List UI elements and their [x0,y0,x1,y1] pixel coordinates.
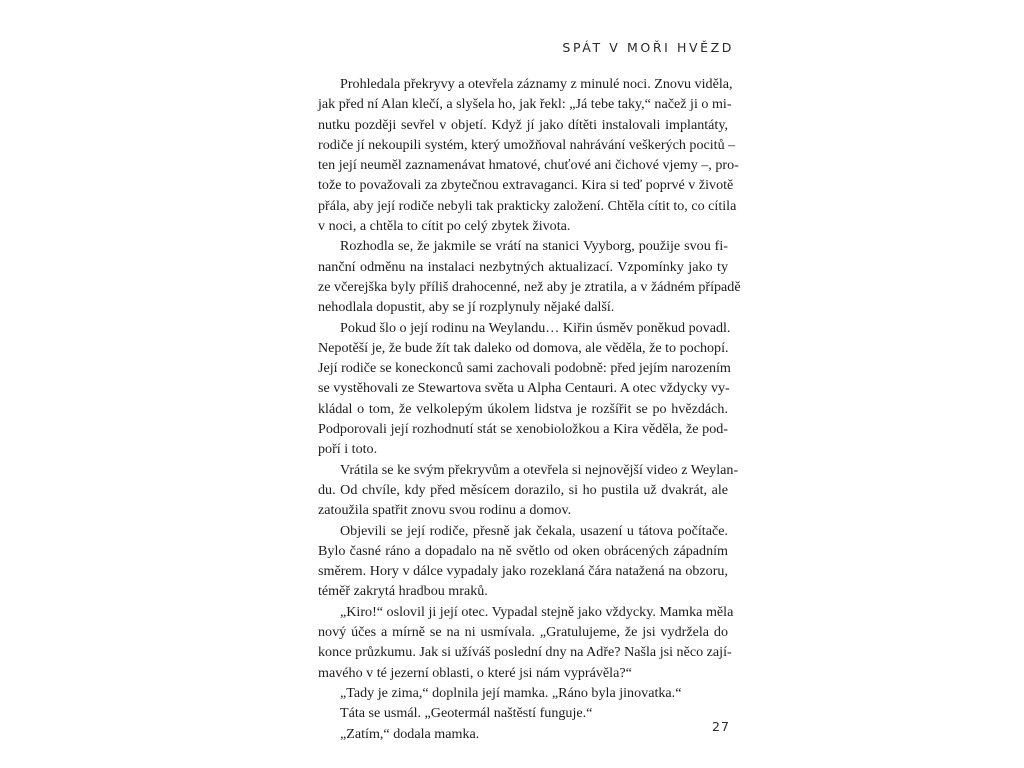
text-line: jak před ní Alan klečí, a slyšela ho, jak řekl: „Já tebe taky,“ načež ji o mi- [318,96,732,113]
text-line: „Tady je zima,“ doplnila její mamka. „Ráno byla jinovatka.“ [340,684,682,701]
text-line: Táta se usmál. „Geotermál naštěstí funguje.“ [340,705,593,722]
text-line: Vrátila se ke svým překryvům a otevřela si nejnovější video z Weylan- [340,461,739,478]
text-line: téměř zakrytá hradbou mraků. [318,583,488,600]
text-line: „Zatím,“ dodala mamka. [340,725,480,742]
text-line: ten její neuměl zaznamenávat hmatové, chuťové ani čichové vjemy –, pro- [318,157,739,174]
text-line: nový účes a mírně se na ni usmívala. „Gratulujeme, že jsi vydržela do [318,624,728,641]
text-line: konce průzkumu. Jak si užíváš poslední dny na Adře? Našla jsi něco zají- [318,644,732,661]
text-line: směrem. Hory v dálce vypadaly jako rozeklaná čára natažená na obzoru, [318,563,728,580]
text-line: poří i toto. [318,441,378,458]
text-line: rodiče jí nekoupili systém, který umožňoval nahrávání veškerých pocitů – [318,136,736,153]
running-header: SPÁT V MOŘI HVĚZD [562,40,734,55]
text-line: Prohledala překryvy a otevřela záznamy z minulé noci. Znovu viděla, [340,76,733,92]
text-line: Její rodiče se koneckonců sami zachovali podobně: před jejím narozením [318,360,731,377]
text-line: „Kiro!“ oslovil ji její otec. Vypadal stejně jako vždycky. Mamka měla [340,603,734,620]
text-line: tože to považovali za zbytečnou extravaganci. Kira si teď poprvé v životě [318,177,734,194]
text-line: mavého v té jezerní oblasti, o které jsi nám vyprávěla?“ [318,664,632,681]
text-line: nanční odměnu na instalaci nezbytných aktualizací. Vzpomínky jako ty [318,258,728,275]
text-line: v noci, a chtěla to cítit po celý zbytek života. [318,218,571,235]
text-line: Objevili se její rodiče, přesně jak čekala, usazení u tátova počítače. [340,522,728,539]
text-line: se vystěhovali ze Stewartova světa u Alpha Centauri. A otec vždycky vy- [318,380,730,397]
text-line: kládal o tom, že velkolepým úkolem lidstva je rozšířit se po hvězdách. [318,400,728,417]
text-line: Nepotěší je, že bude žít tak daleko od domova, ale věděla, že to pochopí. [318,339,729,356]
text-line: Podporovali její rozhodnutí stát se xenobioložkou a Kira věděla, že pod- [318,421,728,438]
page-number: 27 [712,719,730,734]
text-line: Rozhodla se, že jakmile se vrátí na stanici Vyyborg, použije svou fi- [340,238,728,255]
text-line: Pokud šlo o její rodinu na Weylandu… Kiřin úsměv poněkud povadl. [340,319,731,336]
text-line: Bylo časné ráno a dopadalo na ně světlo od oken obrácených západním [318,542,728,559]
text-line: ze včerejška byly příliš drahocenné, než aby je ztratila, a v žádném případě [318,278,741,295]
text-line: du. Od chvíle, kdy před měsícem dorazilo, si ho pustila už dvakrát, ale [318,481,728,498]
text-line: nehodlala dopustit, aby se jí rozplynuly nějaké další. [318,299,615,316]
text-line: zatoužila spatřit znovu svou rodinu a domov. [318,502,572,519]
text-line: nutku později sevřel v objetí. Když jí jako dítěti instalovali implantáty, [318,116,728,133]
body-text [318,74,741,744]
text-line: přála, aby její rodiče nebyli tak prakticky založení. Chtěla cítit to, co cítila [318,197,737,214]
